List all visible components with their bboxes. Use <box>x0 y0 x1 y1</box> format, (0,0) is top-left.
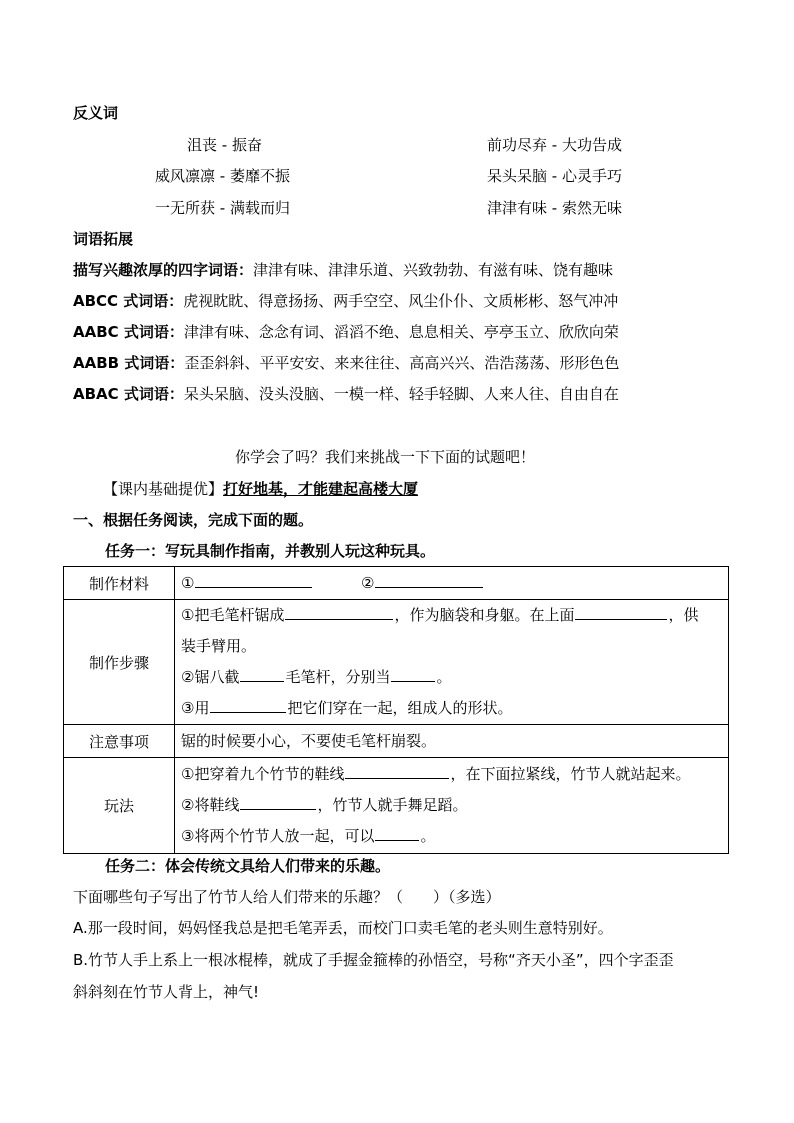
expansion-text: 歪歪斜斜、平平安安、来来往往、高高兴兴、浩浩荡荡、形形色色 <box>184 354 620 372</box>
play-text: ③将两个竹节人放一起，可以 <box>181 827 375 845</box>
option-b: B.竹节人手上系上一根冰棍棒，就成了手握金箍棒的孙悟空，号称“齐天小圣”，四个字歪歪 <box>73 951 674 969</box>
play-text: ②将鞋线 <box>181 796 240 814</box>
row-label: 玩法 <box>64 758 175 854</box>
step-2-blank-2[interactable] <box>391 666 435 682</box>
step-text: ②锯八截 <box>181 668 240 686</box>
step-1-blank-2[interactable] <box>575 604 667 620</box>
option-b-continued: 斜斜刻在竹节人背上，神气! <box>73 983 260 1001</box>
table-row <box>64 725 729 758</box>
play-cell <box>175 758 729 854</box>
expansion-line <box>73 383 619 404</box>
table-row <box>64 758 729 854</box>
expansion-line <box>73 352 619 373</box>
play-text: 。 <box>420 827 436 845</box>
expansion-line <box>73 290 618 311</box>
material-2-blank[interactable] <box>375 572 483 588</box>
section-bracket: 【课内基础提优】 <box>103 480 224 498</box>
notes-text: 锯的时候要小心，不要使毛笔杆崩裂。 <box>181 731 437 750</box>
expansion-text: 呆头呆脑、没头没脑、一模一样、轻手轻脚、人来人往、自由自在 <box>183 385 619 403</box>
expansion-title: 词语拓展 <box>73 230 134 248</box>
play-3-blank[interactable] <box>375 825 419 841</box>
step-text: ，供 <box>668 606 699 624</box>
play-text: ，竹节人就手舞足蹈。 <box>317 796 468 814</box>
step-1-blank[interactable] <box>285 604 393 620</box>
antonym-pair: 津津有味 - 索然无味 <box>487 199 622 217</box>
task-one-title: 任务一：写玩具制作指南，并教别人玩这种玩具。 <box>105 542 436 560</box>
part-one-heading: 一、根据任务阅读，完成下面的题。 <box>73 511 314 529</box>
step-text: ③用 <box>181 699 210 717</box>
table-row <box>64 600 729 725</box>
step-2-blank[interactable] <box>240 666 284 682</box>
row-label: 制作材料 <box>64 567 175 600</box>
step-text: 。 <box>436 668 452 686</box>
antonym-pair: 前功尽弃 - 大功告成 <box>487 136 622 154</box>
step-text: 把它们穿在一起，组成人的形状。 <box>287 699 513 717</box>
antonym-title: 反义词 <box>73 104 119 122</box>
antonym-pair: 威风凛凛 - 萎靡不振 <box>155 167 290 185</box>
antonym-pair: 沮丧 - 振奋 <box>187 136 262 154</box>
play-text: ，在下面拉紧线，竹节人就站起来。 <box>450 765 691 783</box>
step-text: ，作为脑袋和身躯。在上面 <box>394 606 575 624</box>
expansion-text: 津津有味、津津乐道、兴致勃勃、有滋有味、饶有趣味 <box>253 261 614 279</box>
expansion-label: ABAC 式词语： <box>73 385 184 403</box>
section-heading <box>103 478 418 499</box>
task-two-title: 任务二：体会传统文具给人们带来的乐趣。 <box>105 857 391 875</box>
row-label: 注意事项 <box>64 725 175 758</box>
expansion-line <box>73 321 619 342</box>
play-text: ①把穿着九个竹节的鞋线 <box>181 765 345 783</box>
materials-cell <box>175 567 729 600</box>
antonym-pair: 呆头呆脑 - 心灵手巧 <box>487 167 622 185</box>
task-two-question: 下面哪些句子写出了竹节人给人们带来的乐趣？（ ）（多选） <box>73 888 501 906</box>
material-2-marker: ② <box>361 573 375 592</box>
task-table <box>63 566 729 854</box>
material-1-marker: ① <box>181 573 195 592</box>
expansion-text: 虎视眈眈、得意扬扬、两手空空、风尘仆仆、文质彬彬、怒气冲冲 <box>183 292 619 310</box>
row-label: 制作步骤 <box>64 600 175 725</box>
expansion-label: AABC 式词语： <box>73 323 184 341</box>
notes-cell <box>175 725 729 758</box>
step-text: 毛笔杆，分别当 <box>285 668 391 686</box>
expansion-label: ABCC 式词语： <box>73 292 184 310</box>
step-text: ①把毛笔杆锯成 <box>181 606 285 624</box>
play-1-blank[interactable] <box>345 763 449 779</box>
section-motto: 打好地基，才能建起高楼大厦 <box>223 480 419 498</box>
steps-cell <box>175 600 729 725</box>
table-row <box>64 567 729 600</box>
expansion-label: 描写兴趣浓厚的四字词语： <box>73 261 254 279</box>
step-3-blank[interactable] <box>210 697 286 713</box>
challenge-line: 你学会了吗？我们来挑战一下下面的试题吧！ <box>235 448 536 466</box>
antonym-pair: 一无所获 - 满载而归 <box>155 199 290 217</box>
step-text: 装手臂用。 <box>181 637 257 655</box>
expansion-text: 津津有味、念念有词、滔滔不绝、息息相关、亭亭玉立、欣欣向荣 <box>183 323 619 341</box>
play-2-blank[interactable] <box>240 794 316 810</box>
expansion-label: AABB 式词语： <box>73 354 185 372</box>
option-a: A.那一段时间，妈妈怪我总是把毛笔弄丢，而校门口卖毛笔的老头则生意特别好。 <box>73 919 613 937</box>
expansion-line <box>73 259 613 280</box>
material-1-blank[interactable] <box>195 572 312 588</box>
